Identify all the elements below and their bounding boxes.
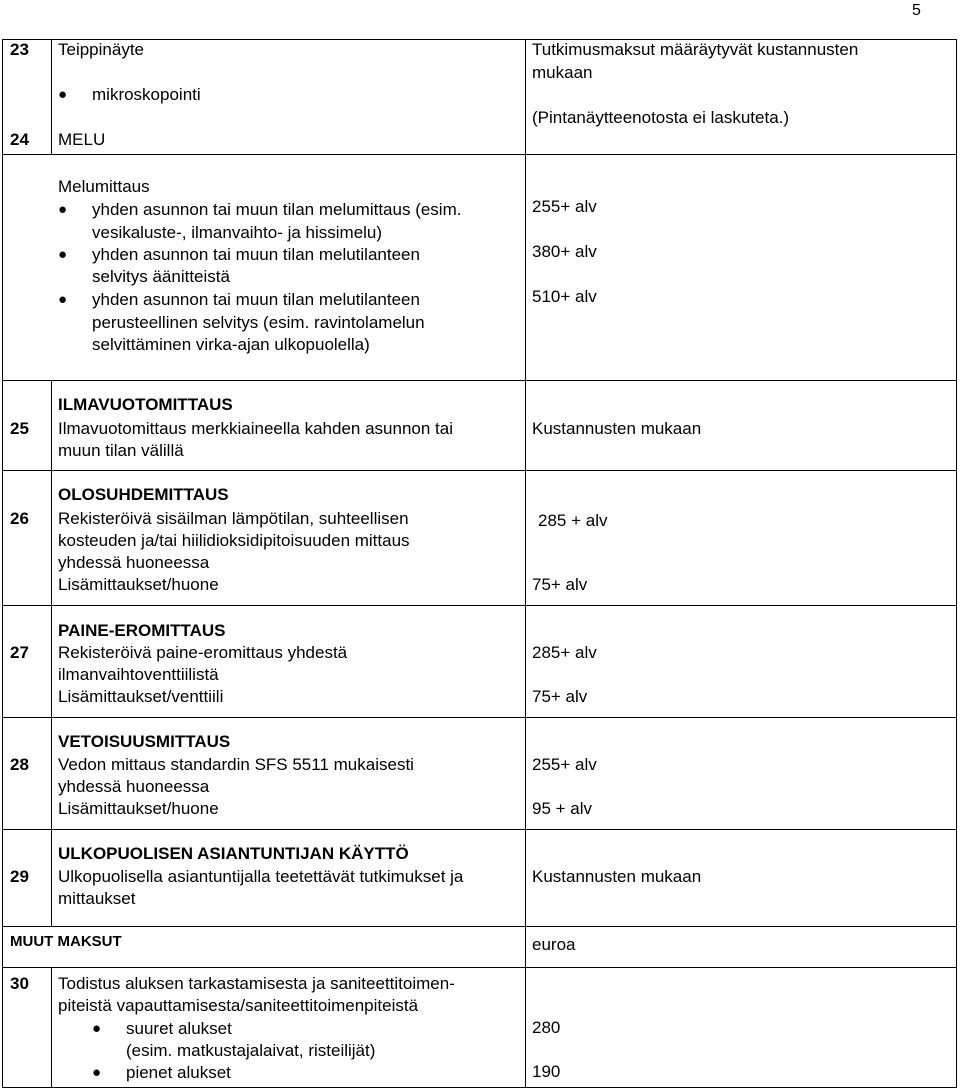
price-note: (Pintanäytteenotosta ei laskuteta.): [532, 108, 790, 127]
row-description: Lisämittaukset/huone: [58, 575, 219, 594]
price-text: mukaan: [532, 63, 593, 82]
list-item: perusteellinen selvitys (esim. ravintolamelun: [92, 313, 425, 332]
row-divider: [2, 380, 957, 381]
section-heading: ULKOPUOLISEN ASIANTUNTIJAN KÄYTTÖ: [58, 844, 409, 863]
row-description: piteistä vapauttamisesta/saniteettitoimenpiteistä: [58, 996, 419, 1015]
row-description: Rekisteröivä paine-eromittaus yhdestä: [58, 643, 348, 662]
row-divider: [2, 829, 957, 830]
row-number: 25: [10, 419, 29, 438]
price-value: 75+ alv: [532, 687, 588, 706]
list-item: vesikaluste-, ilmanvaihto- ja hissimelu): [92, 223, 383, 242]
price-text: Tutkimusmaksut määräytyvät kustannusten: [532, 40, 859, 59]
row-number: 29: [10, 867, 29, 886]
section-heading: MUUT MAKSUT: [10, 933, 122, 950]
page-number: 5: [912, 2, 921, 19]
price-value: 285 + alv: [538, 511, 608, 530]
row-divider: [2, 717, 957, 718]
list-item: pienet alukset: [126, 1063, 231, 1082]
list-item: (esim. matkustajalaivat, risteilijät): [126, 1041, 376, 1060]
list-item: selvitys äänitteistä: [92, 267, 230, 286]
num-col-divider: [51, 967, 52, 1088]
row-description: Rekisteröivä sisäilman lämpötilan, suhteellisen: [58, 509, 409, 528]
bullet-icon: ●: [92, 1020, 102, 1037]
unit-label: euroa: [532, 935, 576, 954]
section-heading: OLOSUHDEMITTAUS: [58, 485, 229, 504]
price-value: 75+ alv: [532, 575, 588, 594]
price-col-divider: [525, 39, 526, 1088]
list-item: mikroskopointi: [92, 85, 201, 104]
row-number: 28: [10, 755, 29, 774]
row-divider: [2, 1087, 957, 1088]
bullet-icon: ●: [58, 291, 68, 308]
section-heading: VETOISUUSMITTAUS: [58, 732, 231, 751]
row-description: Lisämittaukset/huone: [58, 799, 219, 818]
price-value: 380+ alv: [532, 242, 597, 261]
bullet-icon: ●: [58, 246, 68, 263]
row-description: Ilmavuotomittaus merkkiaineella kahden asunnon tai: [58, 419, 454, 438]
list-item: selvittäminen virka-ajan ulkopuolella): [92, 335, 370, 354]
price-value: 280: [532, 1018, 561, 1037]
row-title: MELU: [58, 130, 106, 149]
row-divider: [2, 926, 957, 927]
row-description: Vedon mittaus standardin SFS 5511 mukaisesti: [58, 755, 414, 774]
section-heading: PAINE-EROMITTAUS: [58, 621, 226, 640]
row-description: Todistus aluksen tarkastamisesta ja saniteettitoimen-: [58, 974, 455, 993]
row-number: 24: [10, 130, 29, 149]
price-value: 255+ alv: [532, 197, 597, 216]
section-subtitle: Melumittaus: [58, 177, 150, 196]
row-description: ilmanvaihtoventtiilistä: [58, 665, 219, 684]
bullet-icon: ●: [58, 201, 68, 218]
row-description: yhdessä huoneessa: [58, 777, 210, 796]
price-value: 510+ alv: [532, 287, 597, 306]
row-description: kosteuden ja/tai hiilidioksidipitoisuuden mittaus: [58, 531, 410, 550]
row-number: 23: [10, 40, 29, 59]
price-value: Kustannusten mukaan: [532, 867, 702, 886]
price-value: 285+ alv: [532, 643, 597, 662]
num-col-divider: [51, 39, 52, 154]
row-divider: [2, 470, 957, 471]
list-item: yhden asunnon tai muun tilan melutilanteen: [92, 290, 420, 309]
table-border-right: [956, 39, 957, 1088]
bullet-icon: ●: [58, 86, 68, 103]
list-item: suuret alukset: [126, 1019, 232, 1038]
row-description: Ulkopuolisella asiantuntijalla teetettävät tutkimukset ja: [58, 867, 464, 886]
row-number: 26: [10, 509, 29, 528]
price-value: 95 + alv: [532, 799, 593, 818]
row-divider: [2, 154, 957, 155]
row-description: yhdessä huoneessa: [58, 553, 210, 572]
section-heading: ILMAVUOTOMITTAUS: [58, 395, 233, 414]
row-description: mittaukset: [58, 889, 136, 908]
row-description: Lisämittaukset/venttiili: [58, 687, 224, 706]
table-border-left: [2, 39, 3, 1088]
row-divider: [2, 967, 957, 968]
row-title: Teippinäyte: [58, 40, 145, 59]
price-value: 190: [532, 1062, 561, 1081]
row-number: 30: [10, 974, 29, 993]
num-col-divider: [51, 380, 52, 926]
row-number: 27: [10, 643, 29, 662]
bullet-icon: ●: [92, 1064, 102, 1081]
list-item: yhden asunnon tai muun tilan melutilanteen: [92, 245, 420, 264]
row-divider: [2, 605, 957, 606]
row-description: muun tilan välillä: [58, 441, 184, 460]
price-value: 255+ alv: [532, 755, 597, 774]
price-value: Kustannusten mukaan: [532, 419, 702, 438]
list-item: yhden asunnon tai muun tilan melumittaus (esim.: [92, 200, 462, 219]
